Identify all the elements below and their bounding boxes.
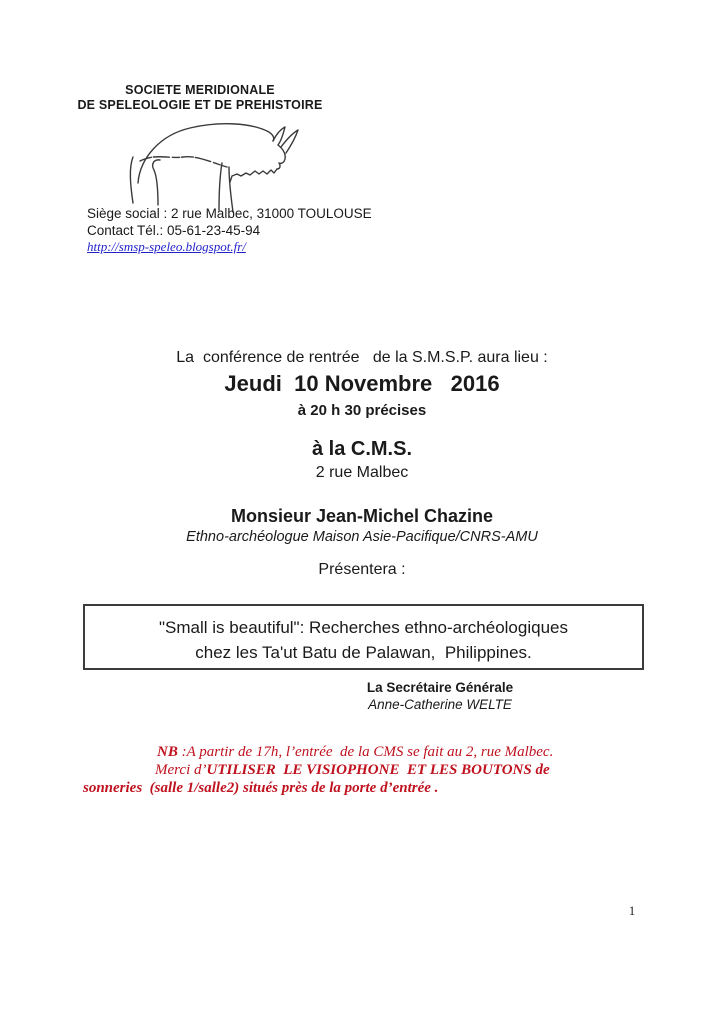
org-name-line1: SOCIETE MERIDIONALE: [125, 83, 275, 97]
website-link[interactable]: http://smsp-speleo.blogspot.fr/: [87, 239, 246, 254]
contact-phone-line: Contact Tél.: 05-61-23-45-94: [87, 222, 261, 238]
signature-role: La Secrétaire Générale: [366, 680, 514, 695]
page-number: 1: [628, 903, 636, 918]
siege-social-line: Siège social : 2 rue Malbec, 31000 TOULOUSE: [87, 206, 372, 221]
nb-label: NB: [157, 744, 182, 760]
notice-line1: [157, 743, 553, 761]
speaker-title: Ethno-archéologue Maison Asie-Pacifique/CNRS-AMU: [186, 529, 538, 545]
nb-line2-prefix: Merci d’: [155, 762, 207, 778]
nb-line1-text: :A partir de 17h, l’entrée de la CMS se fait au 2, rue Malbec.: [181, 744, 554, 760]
nb-line2-bold: UTILISER LE VISIOPHONE ET LES BOUTONS de: [206, 762, 550, 778]
signature-block: [340, 679, 540, 713]
bison-logo: [115, 113, 305, 213]
organization-name: [70, 83, 330, 113]
conference-intro-line: La conférence de rentrée de la S.M.S.P. aura lieu :: [176, 349, 548, 366]
talk-title-line2: chez les Ta'ut Batu de Palawan, Philippines.: [195, 643, 532, 662]
talk-title-box: [83, 604, 644, 670]
conference-date: Jeudi 10 Novembre 2016: [224, 371, 500, 396]
conference-time: à 20 h 30 précises: [297, 402, 427, 419]
talk-title-line1: "Small is beautiful": Recherches ethno-archéologiques: [159, 618, 568, 637]
org-name-line2: DE SPELEOLOGIE ET DE PREHISTOIRE: [77, 98, 323, 112]
presents-label: Présentera :: [318, 561, 406, 578]
notice-line3: [83, 779, 438, 797]
venue-address: 2 rue Malbec: [315, 464, 409, 481]
speaker-name: Monsieur Jean-Michel Chazine: [230, 506, 494, 526]
nb-line3-bold: sonneries (salle 1/salle2) situés près de la porte d’entrée .: [83, 780, 439, 796]
conference-venue: à la C.M.S.: [311, 438, 413, 460]
contact-block: [87, 206, 372, 256]
notice-line2: [155, 761, 550, 779]
signature-name: Anne-Catherine WELTE: [368, 697, 512, 712]
bison-cave-drawing-icon: [115, 113, 305, 213]
